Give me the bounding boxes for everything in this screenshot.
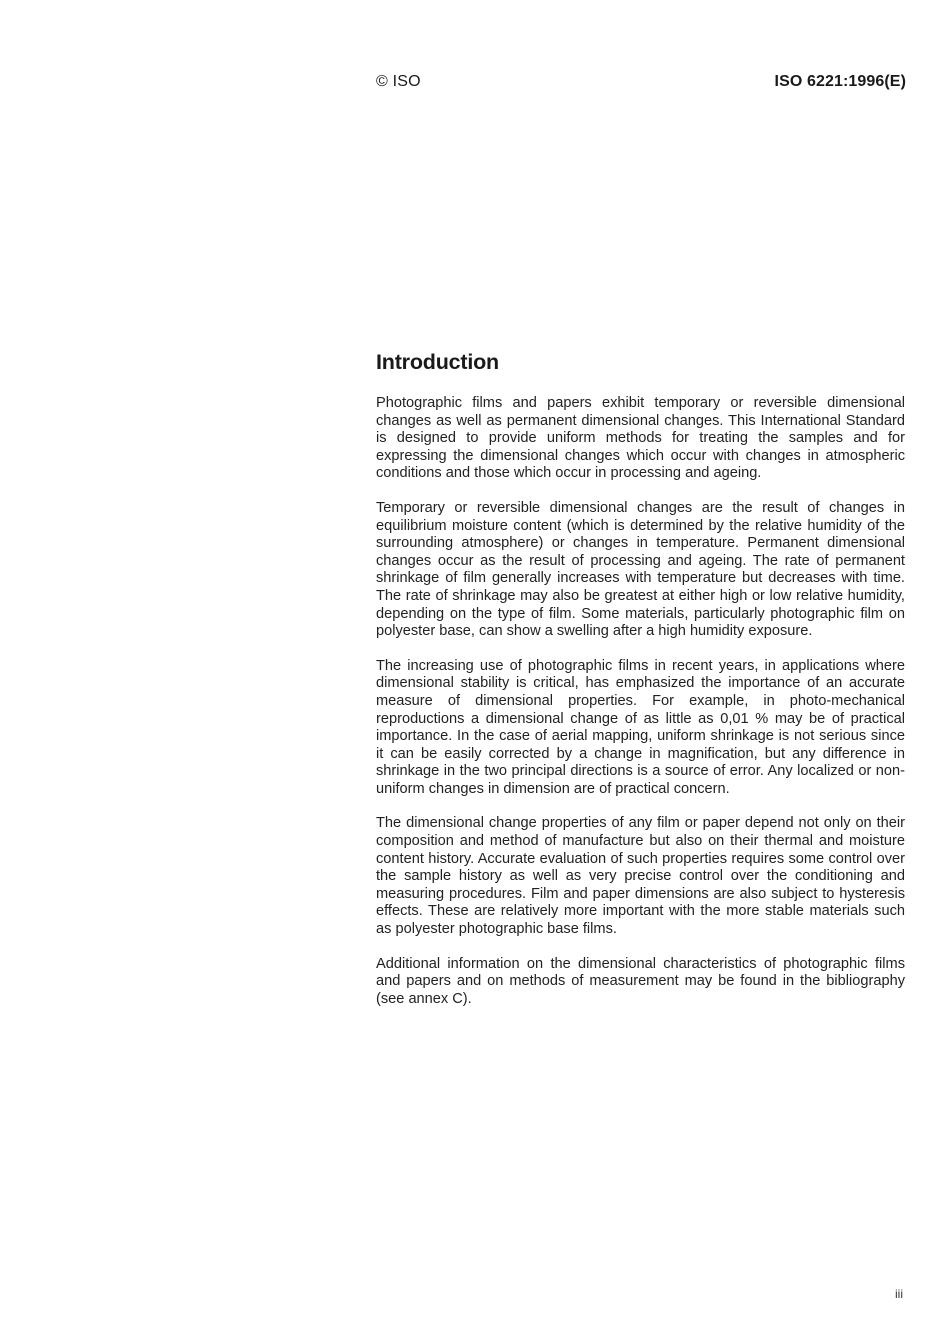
page-number: iii — [895, 1287, 903, 1301]
copyright-header: © ISO — [376, 73, 421, 90]
paragraph: The dimensional change properties of any film or paper depend not only on their composition and method of manufacture but also on their thermal and moisture content history. Accurate evaluation of such properties requires some control over the sample history as well as very precise control over the conditioning and measuring procedures. Film and paper dimensions are also subject to hysteresis effects. These are relatively more important with the more stable materials such as polyester photographic base films. — [376, 815, 905, 938]
paragraph: Photographic films and papers exhibit temporary or reversible dimensional changes as well as permanent dimensional changes. This International Standard is designed to provide uniform methods for treating the samples and for expressing the dimensional changes which occur with changes in atmospheric conditions and those which occur in processing and ageing. — [376, 395, 905, 482]
section-title: Introduction — [376, 350, 499, 374]
paragraph: Additional information on the dimensional characteristics of photographic films and papers and on methods of measurement may be found in the bibliography (see annex C). — [376, 955, 905, 1007]
introduction-body — [376, 395, 905, 1025]
paragraph: Temporary or reversible dimensional changes are the result of changes in equilibrium moisture content (which is determined by the relative humidity of the surrounding atmosphere) or changes in temperature. Permanent dimensional changes occur as the result of processing and ageing. The rate of permanent shrinkage of film generally increases with temperature but decreases with time. The rate of shrinkage may also be greatest at either high or low relative humidity, depending on the type of film. Some materials, particularly photographic film on polyester base, can show a swelling after a high humidity exposure. — [376, 499, 905, 640]
paragraph: The increasing use of photographic films in recent years, in applications where dimensional stability is critical, has emphasized the importance of an accurate measure of dimensional properties. For example, in photo-mechanical reproductions a dimensional change of as little as 0,01 % may be of practical importance. In the case of aerial mapping, uniform shrinkage is not serious since it can be easily corrected by a change in magnification, but any difference in shrinkage in the two principal directions is a source of error. Any localized or non-uniform changes in dimension are of practical concern. — [376, 657, 905, 797]
standard-id-header: ISO 6221:1996(E) — [774, 73, 906, 90]
